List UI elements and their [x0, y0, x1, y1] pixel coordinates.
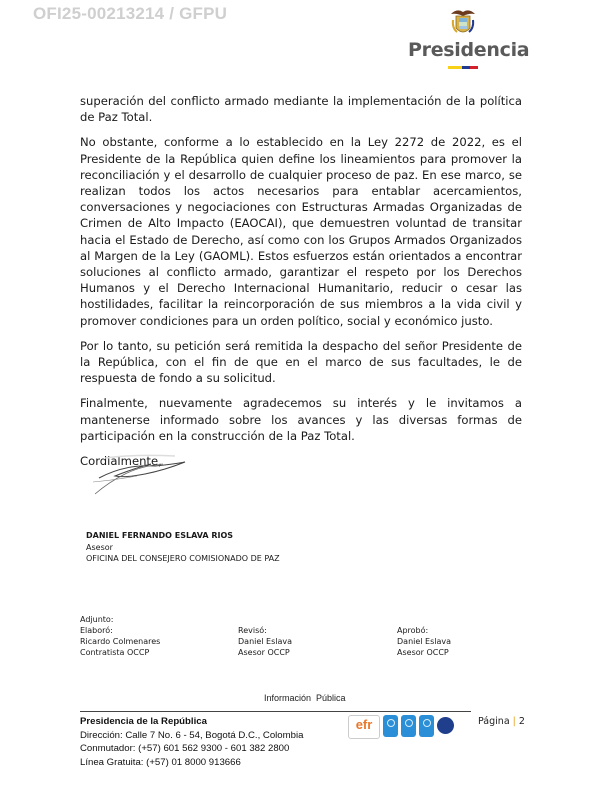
flag-stripe: [448, 66, 478, 69]
efr-cert-icon: efr: [348, 715, 380, 739]
credit-label: Revisó:: [238, 626, 267, 635]
certification-logos: [348, 715, 454, 739]
icontec-cert-icon: [401, 715, 416, 737]
credits-block: [80, 614, 480, 658]
document-reference: OFI25-00213214 / GFPU: [33, 4, 228, 23]
footer-address: [80, 715, 303, 769]
page-separator: |: [512, 716, 516, 727]
paragraph: No obstante, conforme a lo establecido en la Ley 2272 de 2022, es el Presidente de la República quien define los lineamientos para promover la reconciliación y el desarrollo de cualquier proceso de paz. En ese marco, se realizan todos los actos necesarios para entablar acercamientos, conversaciones y negociaciones con Estructuras Armadas Organizadas de Crimen de Alto Impacto (EAOCAI), que demuestren voluntad de transitar hacia el Estado de Derecho, así como con los Grupos Armados Organizados al Margen de la Ley (GAOML). Estos esfuerzos están orientados a encontrar soluciones al conflicto armado, garantizar el respeto por los Derechos Humanos y el Derecho Internacional Humanitario, reducir o cesar las hostilidades, facilitar la reincorporación de sus miembros a la vida civil y promover condiciones para un orden político, social y económico justo.: [80, 135, 522, 328]
credit-role: Asesor OCCP: [397, 648, 449, 657]
signer-role: Asesor: [86, 542, 113, 552]
presidencia-logo: [408, 6, 530, 70]
closing: Cordialmente,: [80, 454, 162, 469]
icontec-cert-icon: [383, 715, 398, 737]
credit-role: Asesor OCCP: [238, 648, 290, 657]
page-value: 2: [518, 716, 525, 727]
attachment-label: Adjunto:: [80, 615, 114, 624]
icontec-cert-icon: [419, 715, 434, 737]
credit-name: Ricardo Colmenares: [80, 637, 161, 646]
page-label: Página: [478, 716, 510, 727]
signer-block: [86, 530, 280, 565]
credit-role: Contratista OCCP: [80, 648, 150, 657]
footer-divider: [80, 711, 471, 712]
logo-wordmark: Presidencia: [408, 39, 530, 61]
credit-label: Elaboró:: [80, 626, 113, 635]
paragraph: Finalmente, nuevamente agradecemos su interés y le invitamos a mantenerse informado sobre los avances y las diversas formas de participación en la construcción de la Paz Total.: [80, 396, 522, 443]
credit-name: Daniel Eslava: [397, 637, 452, 646]
credit-label: Aprobó:: [397, 626, 429, 635]
letter-body: [80, 93, 522, 478]
classification-label: Información Pública: [264, 693, 346, 703]
handwritten-signature: [85, 452, 195, 502]
page-number: [478, 716, 525, 727]
paragraph: superación del conflicto armado mediante la implementación de la política de Paz Total.: [80, 94, 522, 125]
credit-name: Daniel Eslava: [238, 637, 293, 646]
credit-aprobo: [397, 625, 451, 658]
signer-name: DANIEL FERNANDO ESLAVA RIOS: [86, 531, 234, 540]
footer-switchboard: Conmutador: (+57) 601 562 9300 - 601 382 2800: [80, 743, 290, 754]
coat-of-arms-icon: [449, 6, 477, 38]
credit-reviso: [238, 625, 292, 658]
iqnet-cert-icon: [437, 717, 454, 734]
paragraph: Por lo tanto, su petición será remitida la despacho del señor Presidente de la República, con el fin de que en el marco de sus facultades, le de respuesta de fondo a su solicitud.: [80, 338, 522, 386]
footer-toll-free: Línea Gratuita: (+57) 01 8000 913666: [80, 756, 241, 768]
signer-office: OFICINA DEL CONSEJERO COMISIONADO DE PAZ: [86, 554, 280, 563]
footer-street: Dirección: Calle 7 No. 6 - 54, Bogotá D.C., Colombia: [80, 729, 304, 741]
footer-org: Presidencia de la República: [80, 716, 207, 727]
credit-elaboro: [80, 625, 160, 658]
